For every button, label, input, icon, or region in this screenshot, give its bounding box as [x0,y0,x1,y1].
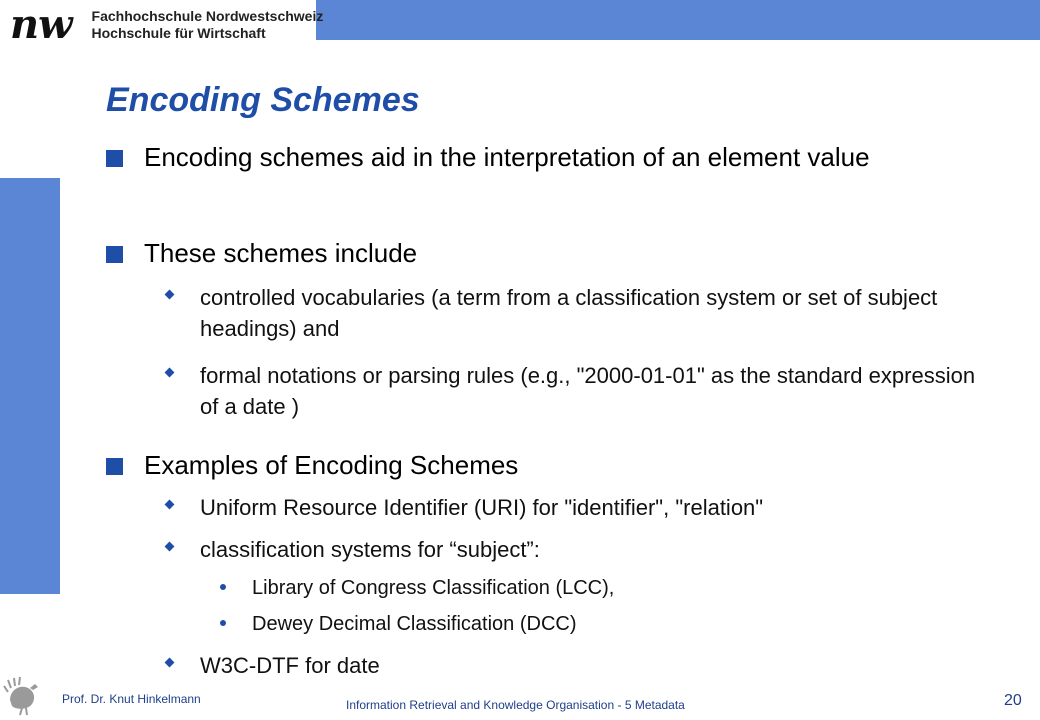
bullet-level2: Uniform Resource Identifier (URI) for "identifier", "relation" [162,492,992,523]
dot-bullet-icon [220,584,226,590]
bullet-level2: classification systems for “subject”: [162,534,992,565]
slide-title: Encoding Schemes [106,81,420,119]
org-line-1: Fachhochschule Nordwestschweiz [91,8,324,24]
footer-author: Prof. Dr. Knut Hinkelmann [62,692,201,706]
page-number: 20 [1004,692,1022,709]
bullet-level2: formal notations or parsing rules (e.g., "2000-01-01" as the standard expression of a date ) [162,360,992,422]
logo-mark: nw [10,1,72,48]
square-bullet-icon [106,458,123,475]
bullet-level2: W3C-DTF for date [162,650,992,681]
footer-course: Information Retrieval and Knowledge Organisation - 5 Metadata [346,698,685,712]
dot-bullet-icon [220,620,226,626]
bullet-level1: Encoding schemes aid in the interpretation of an element value [106,140,986,174]
bullet-level1: These schemes include [106,236,986,270]
square-bullet-icon [106,150,123,167]
bullet-level3: Library of Congress Classification (LCC), [218,574,978,602]
rooster-icon [2,670,48,716]
bullet-level2: controlled vocabularies (a term from a classification system or set of subject headings) and [162,282,992,344]
square-bullet-icon [106,246,123,263]
bullet-level3: Dewey Decimal Classification (DCC) [218,610,978,638]
bullet-level1: Examples of Encoding Schemes [106,448,986,482]
org-line-2: Hochschule für Wirtschaft [91,25,266,41]
